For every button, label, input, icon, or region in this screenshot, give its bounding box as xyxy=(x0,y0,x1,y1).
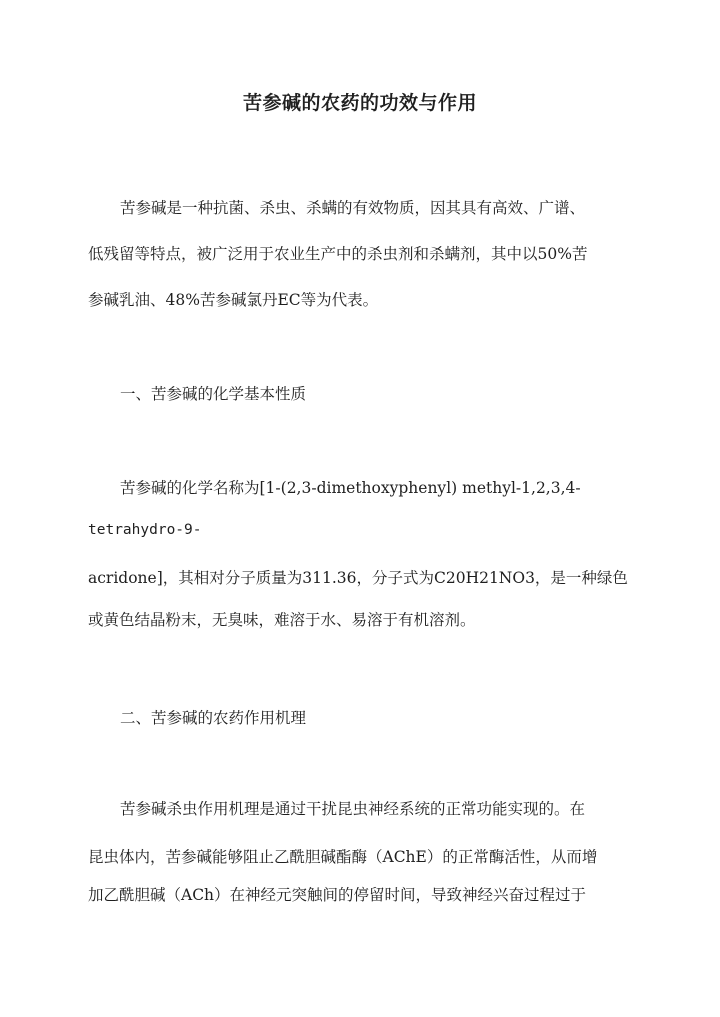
intro-line-1: 苦参碱是一种抗菌、杀虫、杀螨的有效物质，因其具有高效、广谱、 xyxy=(120,199,586,217)
section1-line-3: acridone]，其相对分子质量为311.36，分子式为C20H21NO3，是一种绿色 xyxy=(88,569,628,587)
section1-line-2: tetrahydro-9- xyxy=(88,522,202,538)
section1-heading: 一、苦参碱的化学基本性质 xyxy=(120,385,307,403)
section1-line-4: 或黄色结晶粉末，无臭味，难溶于水、易溶于有机溶剂。 xyxy=(88,611,476,629)
section2-line-1: 苦参碱杀虫作用机理是通过干扰昆虫神经系统的正常功能实现的。在 xyxy=(120,800,586,818)
section1-line-1: 苦参碱的化学名称为[1-(2,3-dimethoxyphenyl) methyl-1,2,3,4- xyxy=(120,479,581,497)
section2-heading: 二、苦参碱的农药作用机理 xyxy=(120,709,307,727)
intro-line-3: 参碱乳油、48%苦参碱氯丹EC等为代表。 xyxy=(88,291,379,309)
section2-line-3: 加乙酰胆碱（ACh）在神经元突触间的停留时间，导致神经兴奋过程过于 xyxy=(88,886,587,904)
intro-line-2: 低残留等特点，被广泛用于农业生产中的杀虫剂和杀螨剂，其中以50%苦 xyxy=(88,245,588,263)
document-title: 苦参碱的农药的功效与作用 xyxy=(242,92,477,114)
section2-line-2: 昆虫体内，苦参碱能够阻止乙酰胆碱酯酶（AChE）的正常酶活性，从而增 xyxy=(88,848,598,866)
